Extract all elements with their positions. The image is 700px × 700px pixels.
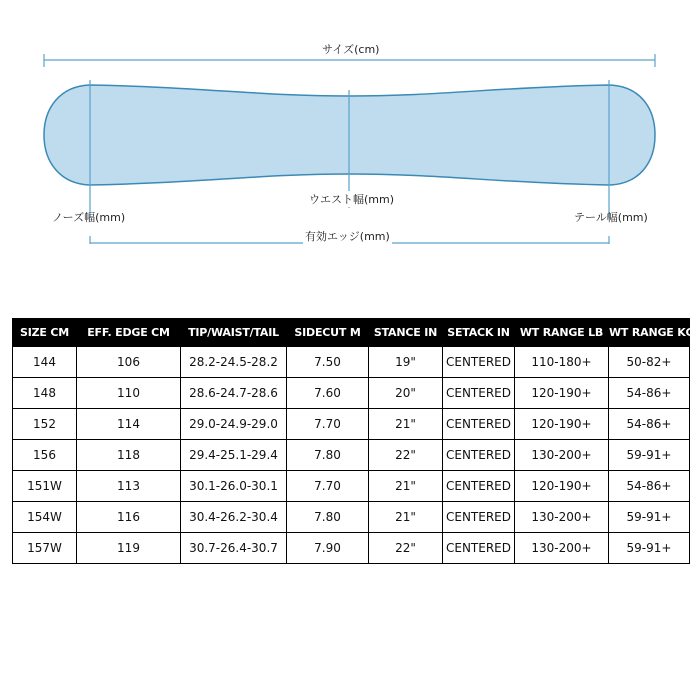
size-label: サイズ(cm): [322, 43, 380, 56]
cell-stance: 20": [369, 378, 443, 409]
tail-width-label: テール幅(mm): [574, 211, 648, 224]
cell-eff-edge: 113: [77, 471, 181, 502]
cell-stance: 21": [369, 409, 443, 440]
header-sidecut: SIDECUT M: [287, 318, 369, 347]
cell-setback: CENTERED: [443, 533, 515, 564]
cell-stance: 21": [369, 502, 443, 533]
cell-wt-range-kg: 54-86+: [609, 409, 690, 440]
cell-wt-range-kg: 59-91+: [609, 440, 690, 471]
table-row: [13, 471, 690, 502]
spec-table: [12, 318, 695, 564]
cell-size: 156: [13, 440, 77, 471]
waist-width-label: ウエスト幅(mm): [309, 193, 395, 206]
cell-wt-range-lb: 120-190+: [515, 409, 609, 440]
cell-size: 152: [13, 409, 77, 440]
cell-setback: CENTERED: [443, 378, 515, 409]
cell-eff-edge: 119: [77, 533, 181, 564]
table-row: [13, 502, 690, 533]
cell-sidecut: 7.60: [287, 378, 369, 409]
nose-width-label: ノーズ幅(mm): [52, 211, 126, 224]
cell-wt-range-kg: 50-82+: [609, 347, 690, 378]
cell-sidecut: 7.70: [287, 471, 369, 502]
cell-tip-waist-tail: 29.0-24.9-29.0: [181, 409, 287, 440]
header-eff-edge: EFF. EDGE CM: [77, 318, 181, 347]
header-size: SIZE CM: [13, 318, 77, 347]
cell-tip-waist-tail: 30.1-26.0-30.1: [181, 471, 287, 502]
cell-sidecut: 7.80: [287, 502, 369, 533]
effective-edge-label: 有効エッジ(mm): [305, 230, 390, 243]
header-stance: STANCE IN: [369, 318, 443, 347]
table-row: [13, 533, 690, 564]
cell-sidecut: 7.70: [287, 409, 369, 440]
cell-stance: 21": [369, 471, 443, 502]
cell-tip-waist-tail: 30.7-26.4-30.7: [181, 533, 287, 564]
cell-size: 148: [13, 378, 77, 409]
cell-sidecut: 7.50: [287, 347, 369, 378]
table-row: [13, 378, 690, 409]
cell-size: 154W: [13, 502, 77, 533]
cell-wt-range-lb: 130-200+: [515, 440, 609, 471]
header-wt-range-lb: WT RANGE LB: [515, 318, 609, 347]
cell-eff-edge: 106: [77, 347, 181, 378]
cell-setback: CENTERED: [443, 409, 515, 440]
cell-size: 151W: [13, 471, 77, 502]
cell-wt-range-lb: 120-190+: [515, 471, 609, 502]
snowboard-diagram: [0, 0, 700, 260]
cell-stance: 22": [369, 440, 443, 471]
cell-wt-range-kg: 54-86+: [609, 471, 690, 502]
cell-sidecut: 7.80: [287, 440, 369, 471]
cell-eff-edge: 118: [77, 440, 181, 471]
table-row: [13, 409, 690, 440]
header-setback: SETACK IN: [443, 318, 515, 347]
cell-wt-range-lb: 110-180+: [515, 347, 609, 378]
cell-wt-range-lb: 130-200+: [515, 533, 609, 564]
table-row: [13, 347, 690, 378]
cell-tip-waist-tail: 28.6-24.7-28.6: [181, 378, 287, 409]
cell-tip-waist-tail: 28.2-24.5-28.2: [181, 347, 287, 378]
cell-eff-edge: 116: [77, 502, 181, 533]
cell-sidecut: 7.90: [287, 533, 369, 564]
cell-tip-waist-tail: 29.4-25.1-29.4: [181, 440, 287, 471]
cell-wt-range-lb: 120-190+: [515, 378, 609, 409]
cell-wt-range-kg: 54-86+: [609, 378, 690, 409]
cell-setback: CENTERED: [443, 502, 515, 533]
cell-setback: CENTERED: [443, 347, 515, 378]
cell-setback: CENTERED: [443, 440, 515, 471]
header-wt-range-kg: WT RANGE KG: [609, 318, 690, 347]
cell-tip-waist-tail: 30.4-26.2-30.4: [181, 502, 287, 533]
cell-eff-edge: 114: [77, 409, 181, 440]
cell-eff-edge: 110: [77, 378, 181, 409]
cell-stance: 22": [369, 533, 443, 564]
cell-stance: 19": [369, 347, 443, 378]
cell-wt-range-kg: 59-91+: [609, 502, 690, 533]
table-header-row: [13, 318, 690, 347]
header-tip-waist-tail: TIP/WAIST/TAIL: [181, 318, 287, 347]
cell-size: 144: [13, 347, 77, 378]
cell-wt-range-lb: 130-200+: [515, 502, 609, 533]
cell-size: 157W: [13, 533, 77, 564]
cell-wt-range-kg: 59-91+: [609, 533, 690, 564]
cell-setback: CENTERED: [443, 471, 515, 502]
table-row: [13, 440, 690, 471]
